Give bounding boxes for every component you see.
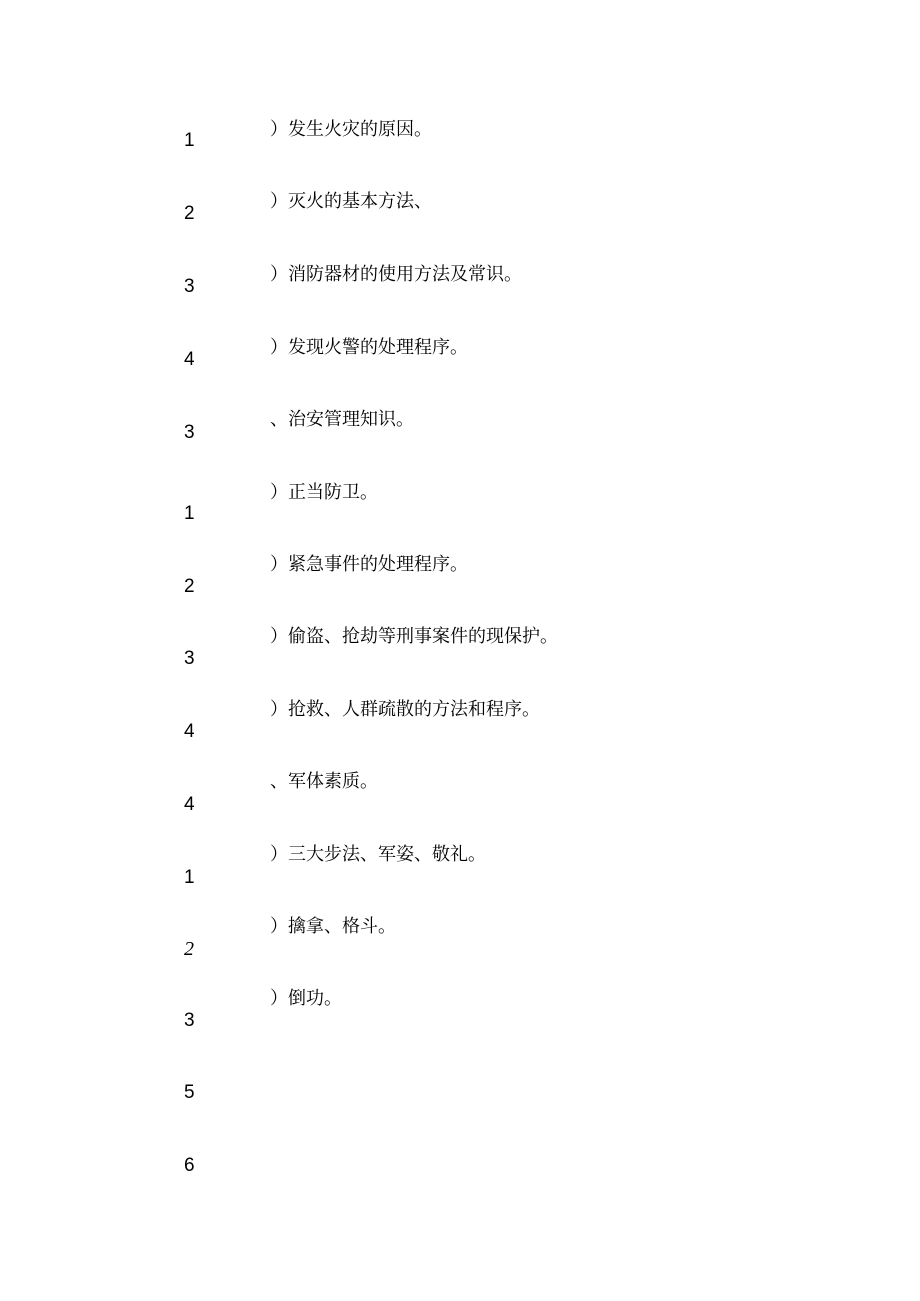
section-heading: 、军体素质。 [270,771,378,792]
list-number: 3 [184,648,195,669]
list-item-text: ）发现火警的处理程序。 [270,337,468,358]
list-item-text: ）紧急事件的处理程序。 [270,554,468,575]
list-number: 6 [184,1155,195,1176]
list-number: 3 [184,276,195,297]
list-number: 2 [184,576,195,597]
list-number: 2 [184,203,195,224]
list-number: 5 [184,1082,195,1103]
section-heading: 、治安管理知识。 [270,409,414,430]
list-number: 2 [184,938,194,960]
list-item-text: ）擒拿、格斗。 [270,916,396,937]
list-item-text: ）消防器材的使用方法及常识。 [270,264,522,285]
list-item-text: ）三大步法、军姿、敬礼。 [270,844,486,865]
section-number: 4 [184,794,195,815]
section-number: 3 [184,422,195,443]
list-item-text: ）灭火的基本方法、 [270,191,432,212]
list-item-text: ）倒功。 [270,988,342,1009]
list-number: 4 [184,721,195,742]
list-number: 1 [184,867,195,888]
list-number: 1 [184,503,195,524]
list-number: 4 [184,349,195,370]
list-item-text: ）抢救、人群疏散的方法和程序。 [270,699,540,720]
list-number: 3 [184,1010,195,1031]
list-item-text: ）发生火灾的原因。 [270,119,432,140]
list-item-text: ）正当防卫。 [270,482,378,503]
list-item-text: ）偷盗、抢劫等刑事案件的现保护。 [270,626,558,647]
list-number: 1 [184,130,195,151]
